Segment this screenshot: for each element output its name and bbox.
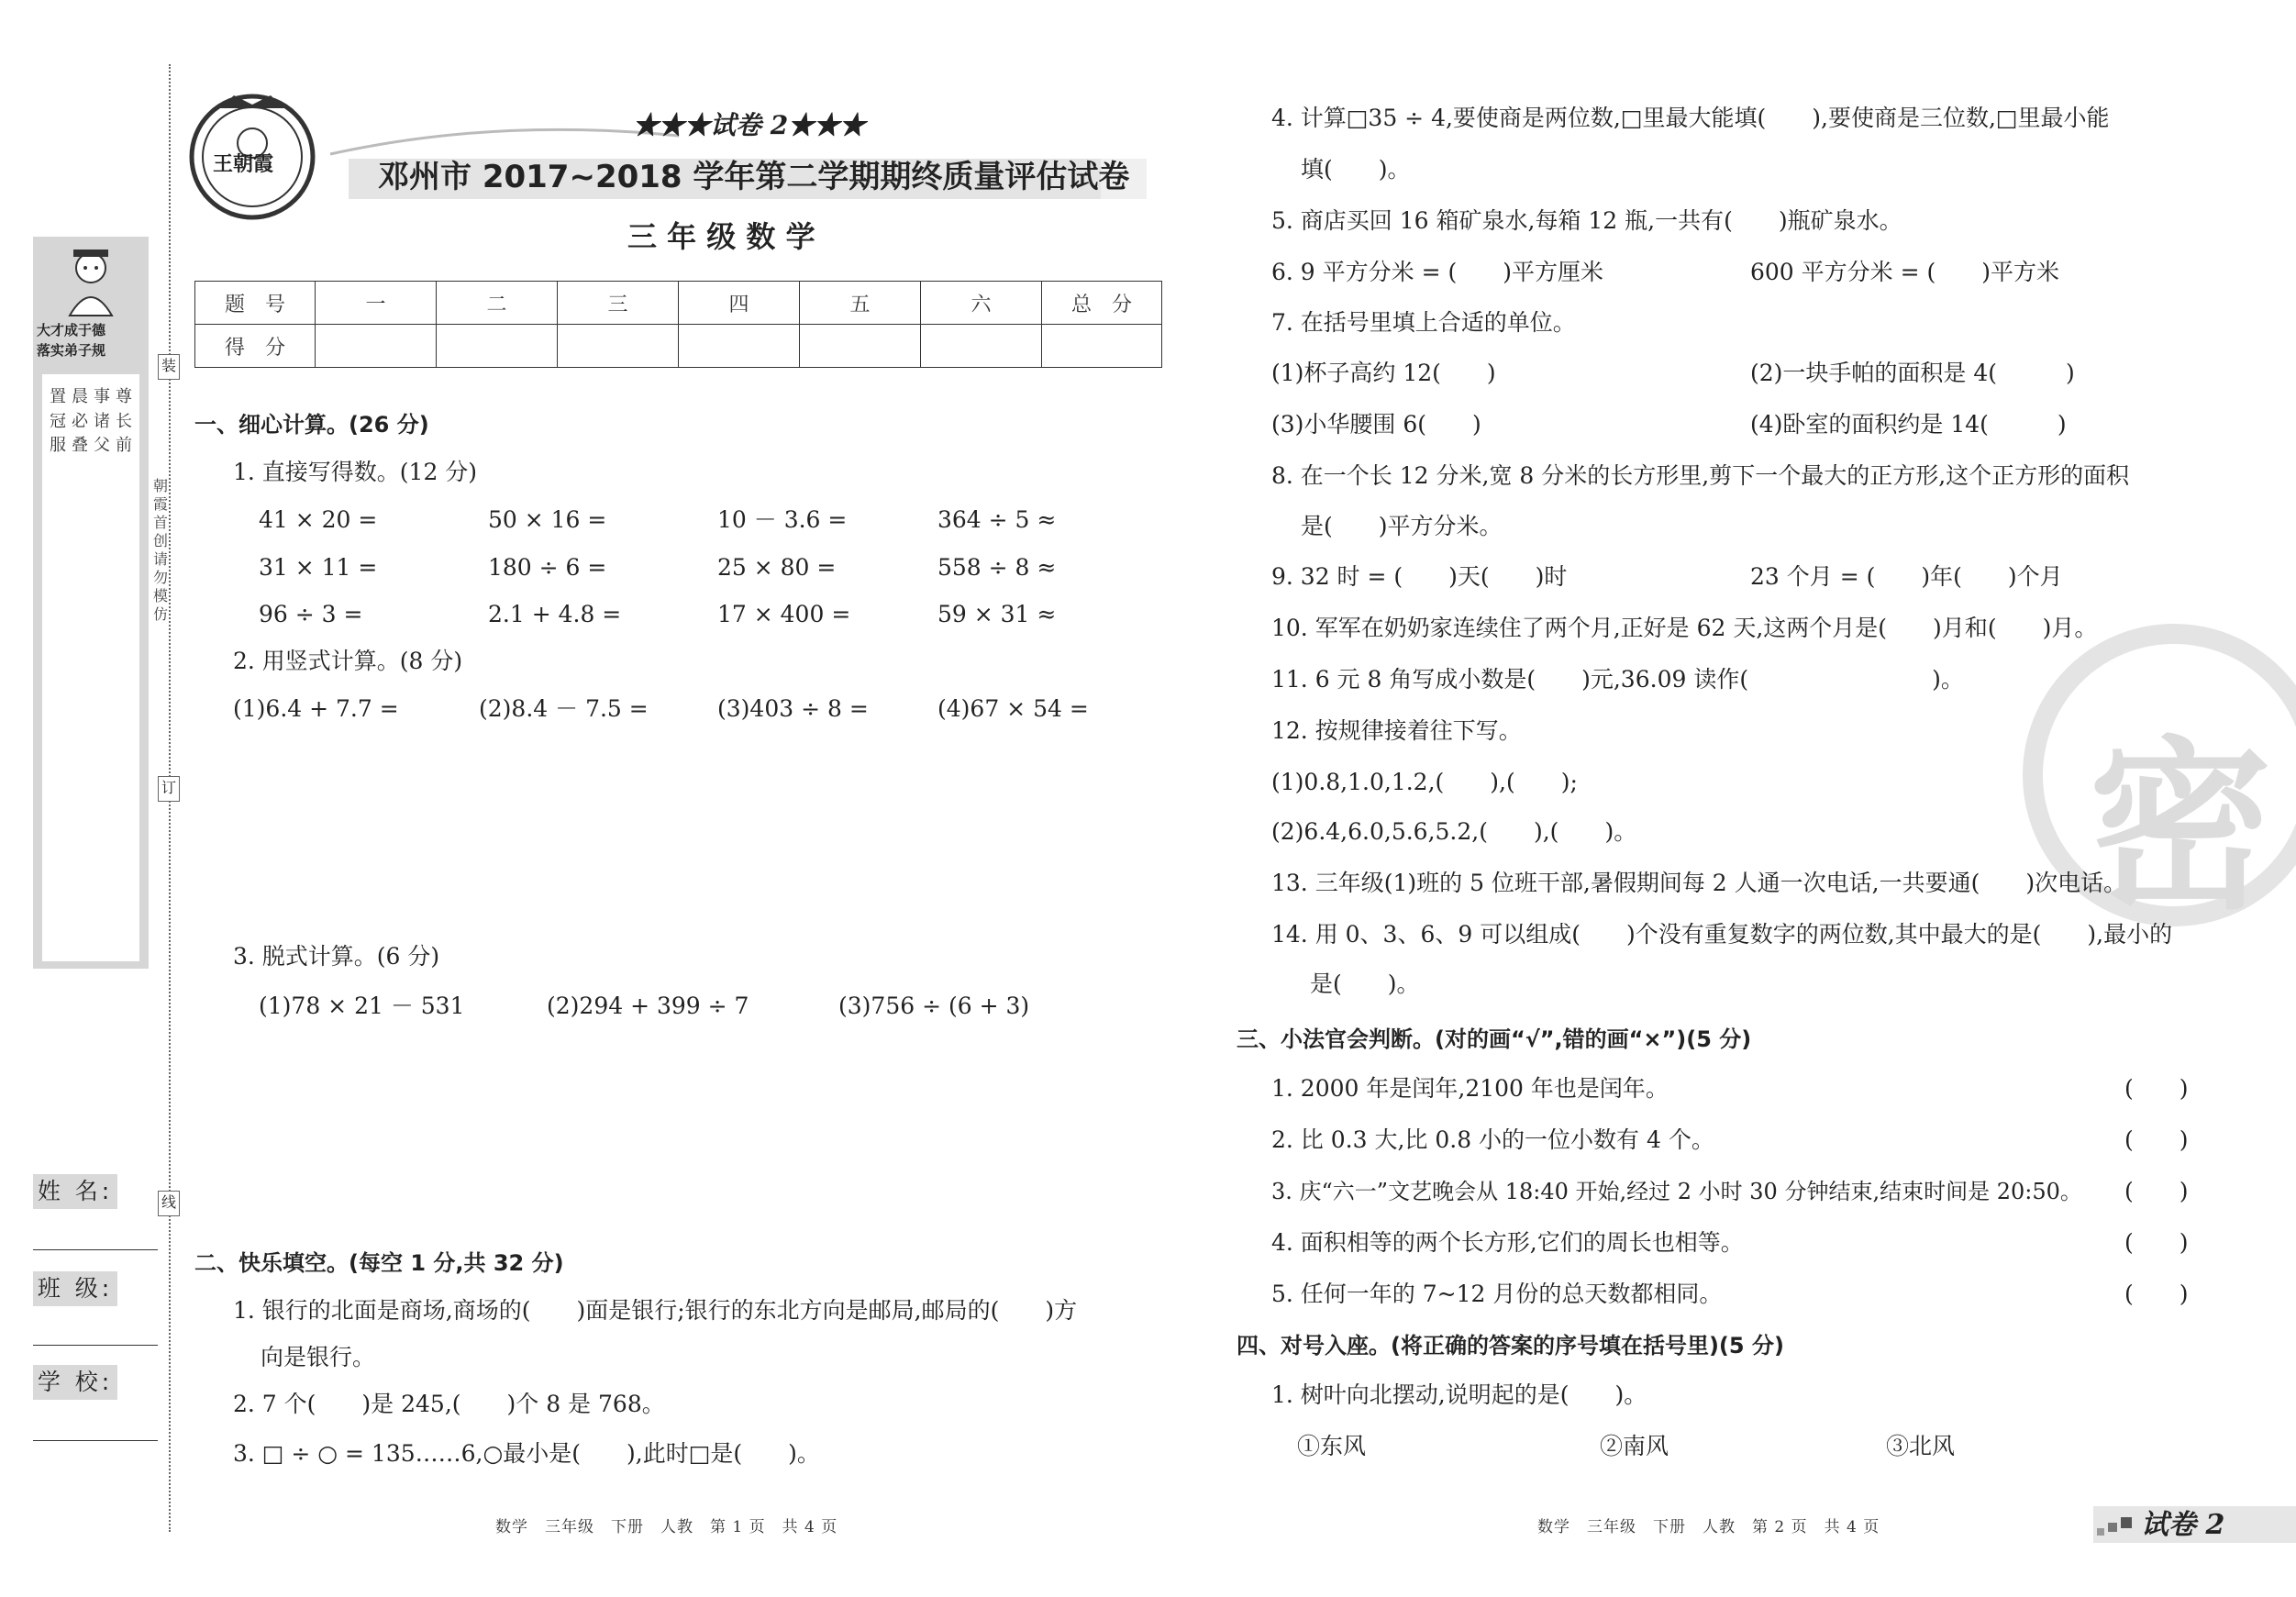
fill-question: 12. 按规律接着往下写。 bbox=[1271, 717, 1522, 744]
calc-item: 50 × 16 = bbox=[488, 506, 607, 533]
fill-subquestion: (4)卧室的面积约是 14( ) bbox=[1750, 411, 2067, 438]
judge-item: 3. 庆“六一”文艺晚会从 18:40 开始,经过 2 小时 30 分钟结束,结束时间是 20:50。 bbox=[1271, 1179, 2082, 1204]
choice-option[interactable]: ②南风 bbox=[1600, 1433, 1669, 1459]
fill-question: 23 个月 = ( )年( )个月 bbox=[1750, 563, 2063, 590]
fill-question: 600 平方分米 = ( )平方米 bbox=[1750, 259, 2060, 285]
score-input-cell[interactable] bbox=[1042, 325, 1162, 368]
choice-option[interactable]: ③北风 bbox=[1886, 1433, 1956, 1459]
fill-question-cont: 填( )。 bbox=[1301, 156, 1411, 183]
fill-question: 13. 三年级(1)班的 5 位班干部,暑假期间每 2 人通一次电话,一共要通( )次电话。 bbox=[1271, 870, 2127, 896]
fill-question: 6. 9 平方分米 = ( )平方厘米 bbox=[1271, 259, 1604, 285]
question-1-3: 3. 脱式计算。(6 分) bbox=[233, 943, 440, 970]
fill-subquestion: (2)6.4,6.0,5.6,5.2,( ),( )。 bbox=[1271, 818, 1637, 845]
score-input-cell[interactable] bbox=[679, 325, 800, 368]
fill-question: 11. 6 元 8 角写成小数是( )元,36.09 读作( )。 bbox=[1271, 666, 1964, 693]
score-input-cell[interactable] bbox=[921, 325, 1042, 368]
fill-question: 10. 军军在奶奶家连续住了两个月,正好是 62 天,这两个月是( )月和( )月。 bbox=[1271, 615, 2098, 641]
cut-mark: 装 bbox=[158, 354, 180, 380]
calc-item: 364 ÷ 5 ≈ bbox=[937, 506, 1057, 533]
fill-subquestion: (3)小华腰围 6( ) bbox=[1271, 411, 1481, 438]
copyright-note: 朝霞首创 请勿模仿 bbox=[152, 477, 168, 623]
score-input-cell[interactable] bbox=[316, 325, 437, 368]
calc-item: 96 ÷ 3 = bbox=[259, 601, 363, 627]
calc-item: 25 × 80 = bbox=[717, 554, 837, 581]
answer-paren[interactable]: ( ) bbox=[2124, 1281, 2189, 1307]
score-input-cell[interactable] bbox=[800, 325, 921, 368]
fill-question: 7. 在括号里填上合适的单位。 bbox=[1271, 309, 1576, 336]
cut-mark: 订 bbox=[158, 776, 180, 802]
score-header-cell: 六 bbox=[921, 282, 1042, 325]
vertical-calc-item: (3)403 ÷ 8 = bbox=[717, 695, 869, 722]
page-footer-left: 数学 三年级 下册 人教 第 1 页 共 4 页 bbox=[495, 1518, 838, 1536]
page-footer-right: 数学 三年级 下册 人教 第 2 页 共 4 页 bbox=[1537, 1518, 1880, 1536]
score-header-cell: 四 bbox=[679, 282, 800, 325]
exam-title: 邓州市 2017~2018 学年第二学期期终质量评估试卷 bbox=[378, 159, 1130, 195]
answer-paren[interactable]: ( ) bbox=[2124, 1126, 2189, 1153]
fill-question: 8. 在一个长 12 分米,宽 8 分米的长方形里,剪下一个最大的正方形,这个正方形的面积 bbox=[1271, 462, 2130, 489]
section-2-heading: 二、快乐填空。(每空 1 分,共 32 分) bbox=[194, 1250, 564, 1276]
score-header-cell: 二 bbox=[437, 282, 558, 325]
step-calc-item: (2)294 + 399 ÷ 7 bbox=[547, 993, 749, 1019]
section-3-heading: 三、小法官会判断。(对的画“√”,错的画“×”)(5 分) bbox=[1237, 1026, 1752, 1052]
fill-question-cont: 是( )平方分米。 bbox=[1301, 513, 1503, 539]
corner-badge: 试卷 2 bbox=[2141, 1509, 2225, 1541]
exam-subtitle: 三 年 级 数 学 bbox=[627, 219, 815, 254]
section-4-heading: 四、对号入座。(将正确的答案的序号填在括号里)(5 分) bbox=[1237, 1333, 1784, 1359]
question-1-1: 1. 直接写得数。(12 分) bbox=[233, 459, 478, 485]
fill-question: 14. 用 0、3、6、9 可以组成( )个没有重复数字的两位数,其中最大的是( ),最小的 bbox=[1271, 921, 2173, 948]
fill-question: 3. □ ÷ ○ = 135……6,○最小是( ),此时□是( )。 bbox=[233, 1440, 820, 1467]
answer-paren[interactable]: ( ) bbox=[2124, 1229, 2189, 1256]
school-line[interactable] bbox=[33, 1440, 158, 1441]
score-table bbox=[194, 281, 1162, 368]
class-line[interactable] bbox=[33, 1345, 158, 1346]
fill-question: 9. 32 时 = ( )天( )时 bbox=[1271, 563, 1568, 590]
answer-paren[interactable]: ( ) bbox=[2124, 1075, 2189, 1102]
answer-paren[interactable]: ( ) bbox=[2124, 1178, 2189, 1204]
question-1-2: 2. 用竖式计算。(8 分) bbox=[233, 648, 463, 674]
vertical-calc-item: (1)6.4 + 7.7 = bbox=[233, 695, 399, 722]
calc-item: 10 － 3.6 = bbox=[717, 506, 848, 533]
fill-question: 5. 商店买回 16 箱矿泉水,每箱 12 瓶,一共有( )瓶矿泉水。 bbox=[1271, 207, 1902, 234]
step-calc-item: (1)78 × 21 － 531 bbox=[259, 993, 465, 1019]
school-label: 学 校: bbox=[33, 1365, 117, 1400]
fill-subquestion: (2)一块手帕的面积是 4( ) bbox=[1750, 360, 2075, 386]
fill-question-cont: 是( )。 bbox=[1310, 970, 1420, 997]
step-calc-item: (3)756 ÷ (6 + 3) bbox=[838, 993, 1030, 1019]
score-header-cell: 题 号 bbox=[195, 282, 316, 325]
vertical-calc-item: (4)67 × 54 = bbox=[937, 695, 1089, 722]
calc-item: 2.1 + 4.8 = bbox=[488, 601, 622, 627]
calc-item: 31 × 11 = bbox=[259, 554, 378, 581]
confidential-stamp: 密 bbox=[2023, 624, 2296, 926]
fill-question: 2. 7 个( )是 245,( )个 8 是 768。 bbox=[233, 1391, 665, 1417]
rule-column: 尊长前 bbox=[116, 387, 132, 455]
rule-column: 事诸父 bbox=[94, 387, 110, 455]
paper-badge: ★★★试卷 2★★★ bbox=[633, 110, 866, 140]
score-header-cell: 三 bbox=[558, 282, 679, 325]
judge-item: 5. 任何一年的 7~12 月份的总天数都相同。 bbox=[1271, 1281, 1723, 1307]
fill-question: 1. 银行的北面是商场,商场的( )面是银行;银行的东北方向是邮局,邮局的( )方 bbox=[233, 1297, 1078, 1324]
fill-question: 4. 计算□35 ÷ 4,要使商是两位数,□里最大能填( ),要使商是三位数,□里最小能 bbox=[1271, 105, 2110, 131]
score-header-cell: 五 bbox=[800, 282, 921, 325]
left-decoration-strip bbox=[33, 237, 149, 969]
calc-item: 41 × 20 = bbox=[259, 506, 378, 533]
calc-item: 59 × 31 ≈ bbox=[937, 601, 1057, 627]
score-input-cell[interactable] bbox=[437, 325, 558, 368]
judge-item: 4. 面积相等的两个长方形,它们的周长也相等。 bbox=[1271, 1229, 1744, 1256]
score-header-cell: 一 bbox=[316, 282, 437, 325]
vertical-calc-item: (2)8.4 － 7.5 = bbox=[479, 695, 649, 722]
judge-item: 2. 比 0.3 大,比 0.8 小的一位小数有 4 个。 bbox=[1271, 1126, 1714, 1153]
dots-decoration-icon bbox=[2095, 1510, 2137, 1541]
name-line[interactable] bbox=[33, 1249, 158, 1250]
rule-column: 置冠服 bbox=[50, 387, 66, 455]
calc-item: 180 ÷ 6 = bbox=[488, 554, 607, 581]
scholar-figure-icon bbox=[61, 246, 121, 317]
choice-question: 1. 树叶向北摆动,说明起的是( )。 bbox=[1271, 1381, 1647, 1408]
calc-item: 558 ÷ 8 ≈ bbox=[937, 554, 1057, 581]
logo-text: 王朝霞 bbox=[213, 152, 274, 176]
choice-option[interactable]: ①东风 bbox=[1297, 1433, 1367, 1459]
score-label-cell: 得 分 bbox=[195, 325, 316, 368]
fill-subquestion: (1)杯子高约 12( ) bbox=[1271, 360, 1496, 386]
rules-panel bbox=[42, 374, 139, 961]
rule-column: 晨必叠 bbox=[72, 387, 88, 455]
section-1-heading: 一、细心计算。(26 分) bbox=[194, 412, 429, 438]
score-input-cell[interactable] bbox=[558, 325, 679, 368]
class-label: 班 级: bbox=[33, 1271, 117, 1306]
name-label: 姓 名: bbox=[33, 1174, 117, 1209]
fill-subquestion: (1)0.8,1.0,1.2,( ),( ); bbox=[1271, 769, 1578, 795]
score-header-cell: 总 分 bbox=[1042, 282, 1162, 325]
cut-mark: 线 bbox=[158, 1191, 180, 1216]
calc-item: 17 × 400 = bbox=[717, 601, 851, 627]
motto-top: 大才成于德 bbox=[37, 322, 106, 338]
motto-bottom: 落实弟子规 bbox=[37, 342, 106, 359]
fill-question-cont: 向是银行。 bbox=[261, 1344, 376, 1370]
judge-item: 1. 2000 年是闰年,2100 年也是闰年。 bbox=[1271, 1075, 1669, 1102]
